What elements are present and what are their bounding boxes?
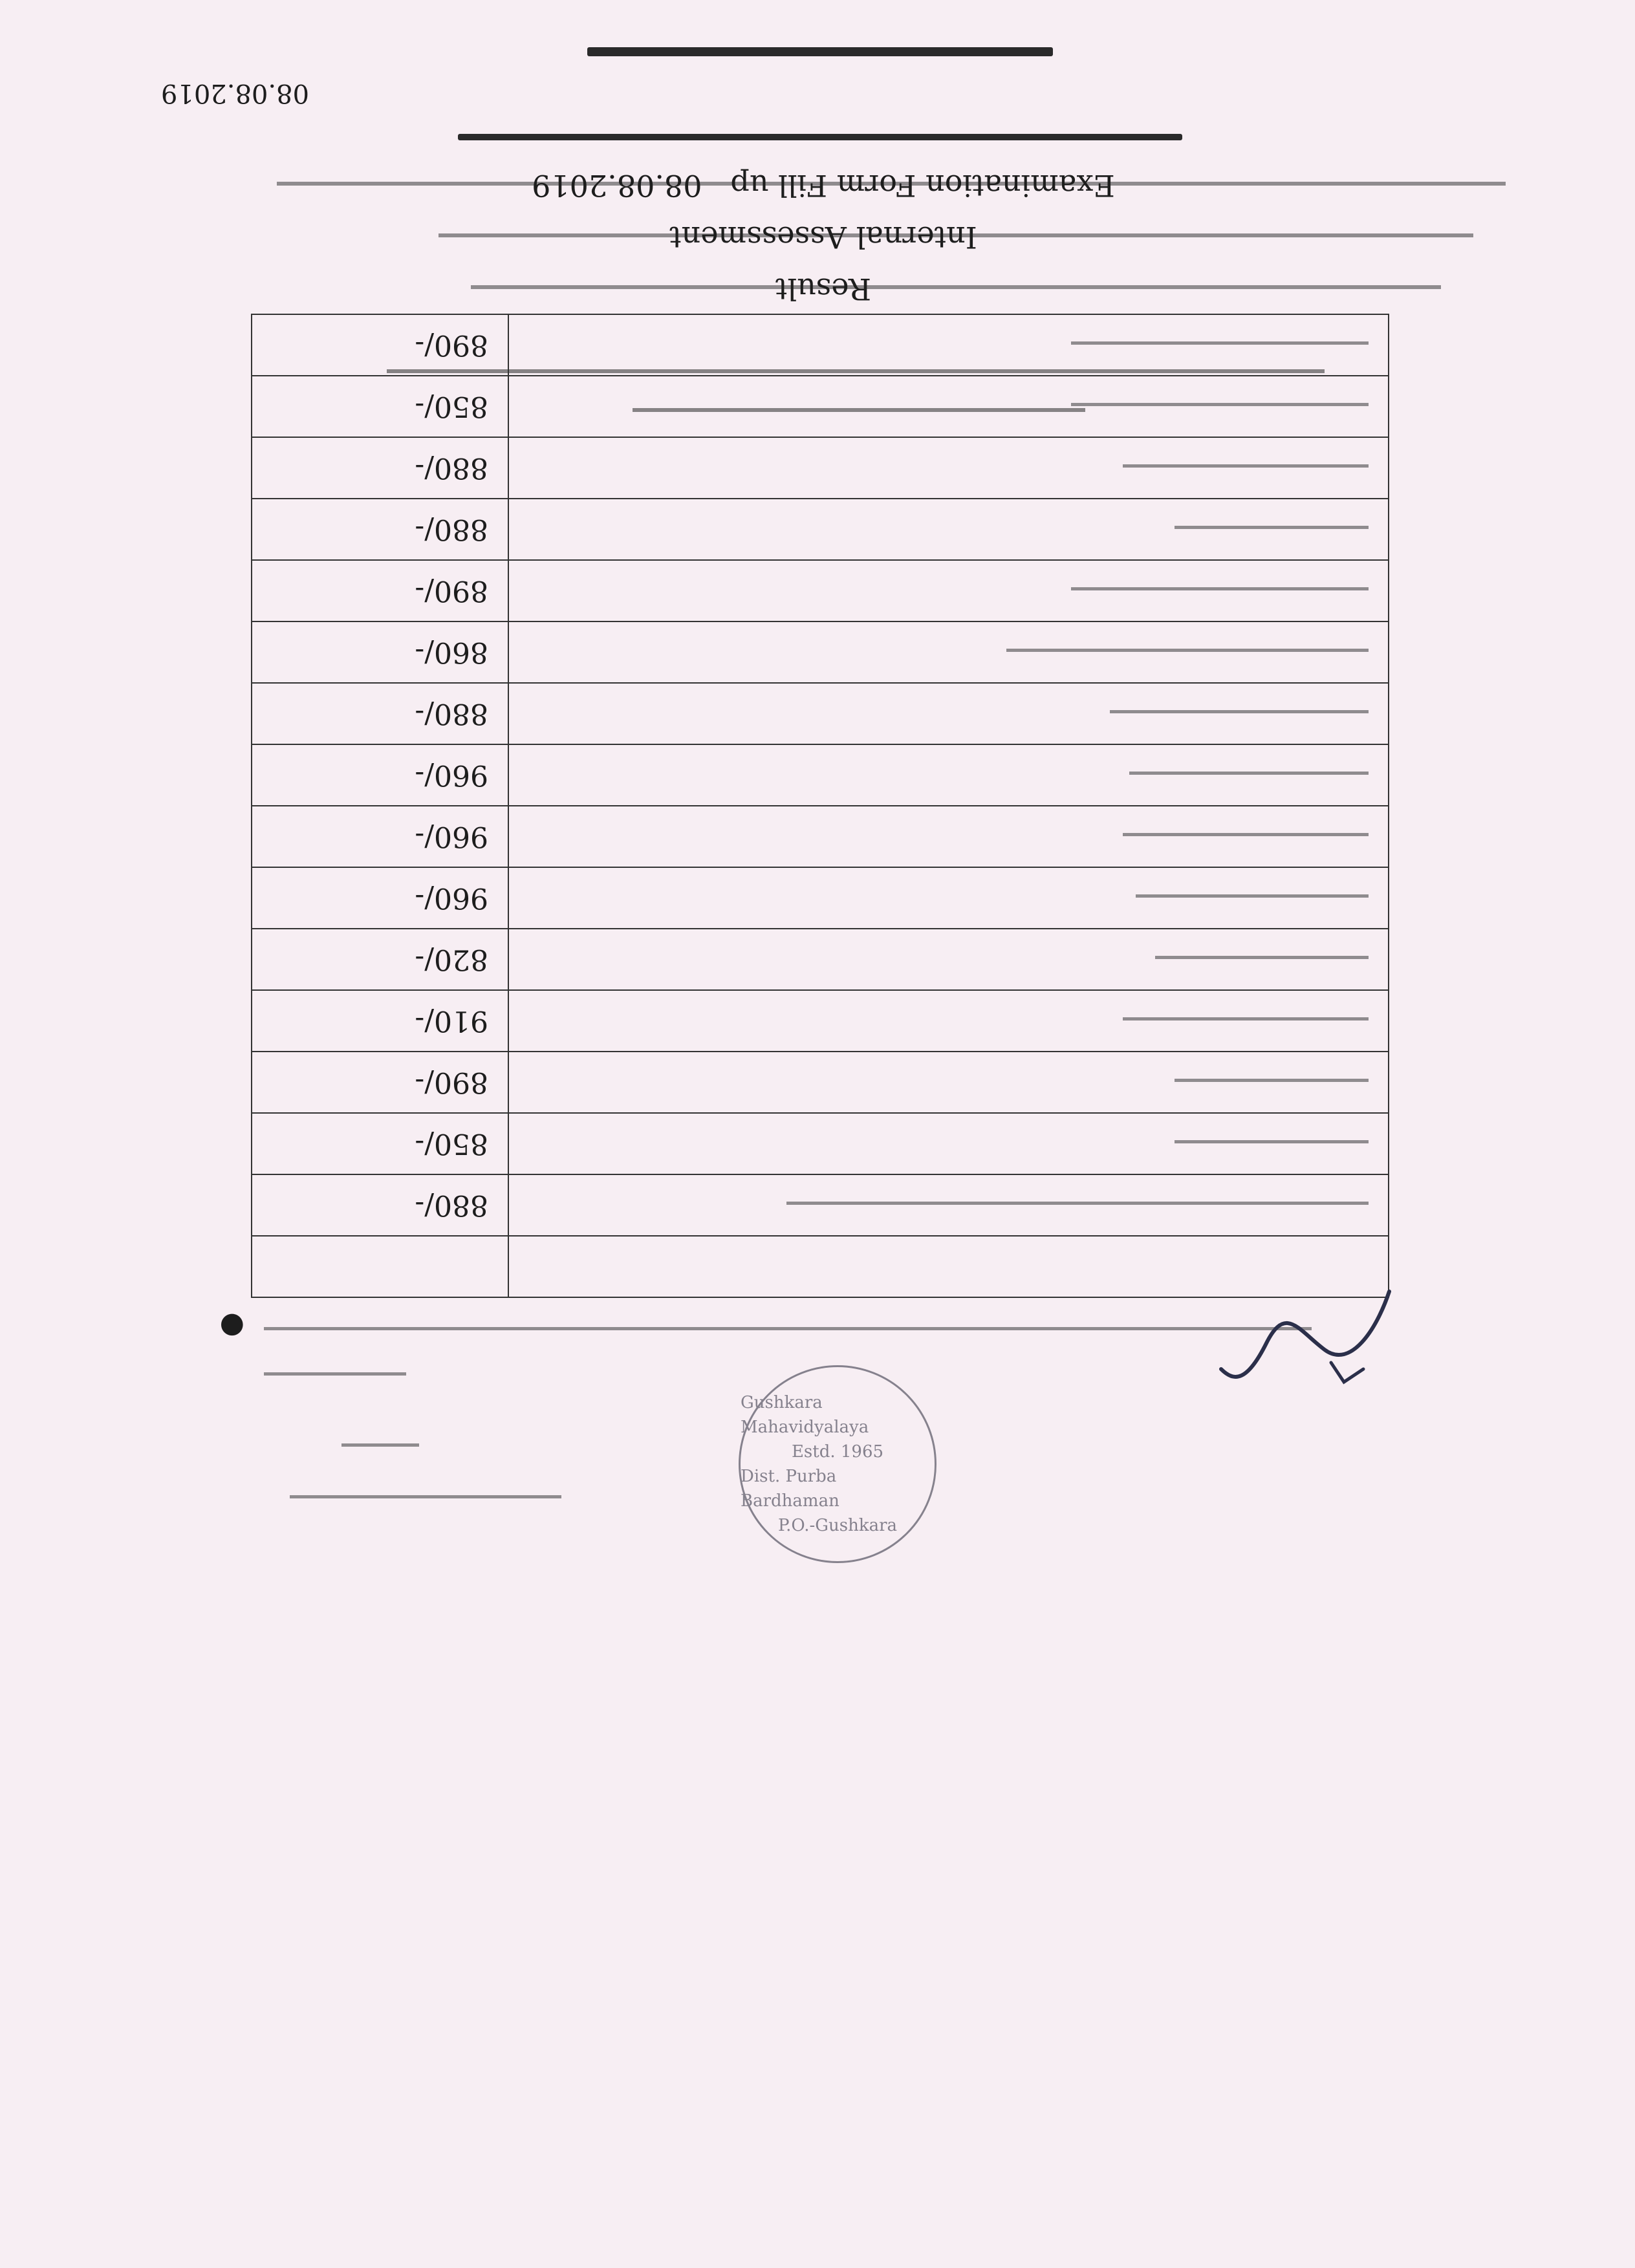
- table-row: [252, 744, 1389, 806]
- fee-amount: 850/-: [252, 1113, 508, 1174]
- table-row: [252, 314, 1389, 376]
- fee-subject: [508, 683, 1389, 744]
- fee-amount: 880/-: [252, 499, 508, 560]
- table-row: [252, 867, 1389, 929]
- fee-amount: 960/-: [252, 806, 508, 867]
- notice-date: [161, 78, 309, 108]
- signatory-college: [290, 1495, 561, 1498]
- seal-line: Estd. 1965: [791, 1442, 884, 1462]
- fee-subject: [508, 499, 1389, 560]
- seal-line: Gushkara Mahavidyalaya: [741, 1393, 869, 1437]
- fee-amount: 860/-: [252, 621, 508, 683]
- table-row: [252, 437, 1389, 499]
- table-row: [252, 929, 1389, 990]
- fee-amount: 880/-: [252, 683, 508, 744]
- table-row: [252, 376, 1389, 437]
- notice-date-value: 08.08.2019: [160, 78, 309, 108]
- college-seal: [739, 1365, 937, 1563]
- table-row: [252, 1052, 1389, 1113]
- fee-subject: [508, 744, 1389, 806]
- fee-subject: [508, 1113, 1389, 1174]
- fee-subject: [508, 867, 1389, 929]
- bullet-icon: ●: [219, 1310, 244, 1343]
- notice-line-exam-form: [128, 166, 1519, 205]
- assessment-text: Internal Assessment: [669, 220, 977, 255]
- table-row: [252, 683, 1389, 744]
- fee-note-line: [264, 1372, 406, 1376]
- fee-subject: [508, 1052, 1389, 1113]
- fee-amount: 890/-: [252, 314, 508, 376]
- notice-line-assessment: [128, 218, 1519, 257]
- fee-amount: 880/-: [252, 437, 508, 499]
- notice-line-result: [128, 270, 1519, 308]
- table-row: [252, 1113, 1389, 1174]
- exam-form-date: 08.08.2019: [532, 168, 702, 203]
- seal-line: P.O.-Gushkara: [777, 1516, 898, 1535]
- fee-amount: 890/-: [252, 560, 508, 621]
- fee-subject: [508, 990, 1389, 1052]
- fee-amount: 880/-: [252, 1174, 508, 1236]
- fee-subject: [508, 929, 1389, 990]
- fee-subject: [508, 560, 1389, 621]
- fee-amount: 820/-: [252, 929, 508, 990]
- table-row: [252, 621, 1389, 683]
- fee-amount: 960/-: [252, 867, 508, 929]
- header-amount: [252, 1236, 508, 1297]
- table-row: [252, 806, 1389, 867]
- table-row: [252, 499, 1389, 560]
- fee-subject: [508, 376, 1389, 437]
- fee-table: [251, 314, 1389, 1298]
- fee-subject: [508, 621, 1389, 683]
- table-row: [252, 990, 1389, 1052]
- table-row: [252, 1174, 1389, 1236]
- seal-line: Dist. Purba Bardhaman: [741, 1467, 839, 1511]
- result-text: Result: [775, 272, 872, 307]
- fee-amount: 850/-: [252, 376, 508, 437]
- signature-label: [341, 1443, 419, 1447]
- college-title: [587, 47, 1053, 56]
- fee-subject: [508, 314, 1389, 376]
- fee-amount: 910/-: [252, 990, 508, 1052]
- fee-subject: [508, 1174, 1389, 1236]
- fee-amount: 960/-: [252, 744, 508, 806]
- fee-note-line: [264, 1327, 1312, 1330]
- table-row: [252, 560, 1389, 621]
- fee-subject: [508, 437, 1389, 499]
- notice-heading: [458, 134, 1182, 140]
- fee-amount: 890/-: [252, 1052, 508, 1113]
- handwritten-signature: [1208, 1266, 1402, 1408]
- fee-subject: [508, 806, 1389, 867]
- exam-form-text: Examination Form Fill up: [730, 168, 1115, 203]
